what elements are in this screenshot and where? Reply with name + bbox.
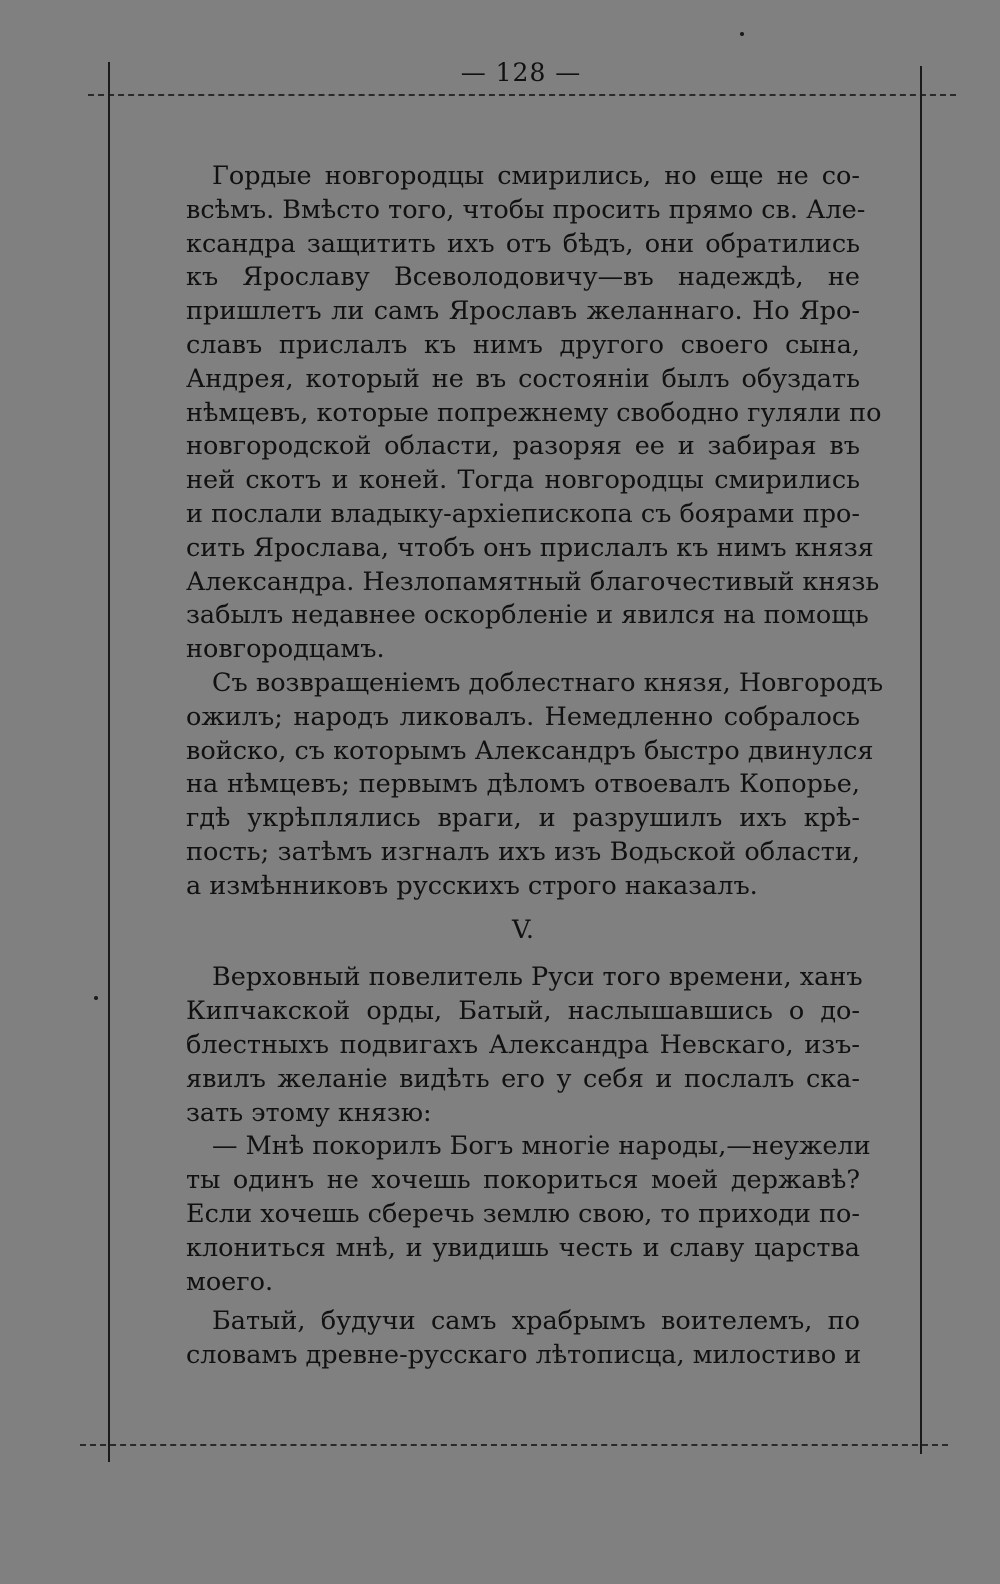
right-rule bbox=[920, 66, 922, 1454]
text-line: ожилъ; народъ ликовалъ. Немедленно собралось bbox=[186, 701, 860, 732]
text-line: словамъ древне-русскаго лѣтописца, милостиво и bbox=[186, 1340, 862, 1371]
text-line: блестныхъ подвигахъ Александра Невскаго, изъ- bbox=[186, 1029, 860, 1060]
text-line: Съ возвращеніемъ доблестнаго князя, Новгородъ bbox=[212, 667, 884, 698]
text-line: новгородской области, разоряя ее и забирая въ bbox=[186, 431, 860, 462]
left-rule bbox=[108, 62, 110, 1462]
text-line: ней скотъ и коней. Тогда новгородцы смирились bbox=[186, 465, 860, 496]
text-line: зать этому князю: bbox=[186, 1097, 432, 1128]
text-line: а измѣнниковъ русскихъ строго наказалъ. bbox=[186, 870, 758, 901]
page-body bbox=[186, 160, 884, 1373]
paragraph bbox=[186, 160, 882, 667]
scan-speck bbox=[94, 996, 98, 1000]
text-line: Гордые новгородцы смирились, но еще не со- bbox=[212, 161, 860, 191]
text-line: Андрея, который не въ состояніи былъ обуздать bbox=[186, 363, 860, 394]
text-line: Александра. Незлопамятный благочестивый князь bbox=[186, 566, 880, 597]
text-line: моего. bbox=[186, 1266, 274, 1297]
text-line: ксандра защитить ихъ отъ бѣдъ, они обратились bbox=[186, 228, 860, 259]
section-heading: V. bbox=[511, 914, 535, 945]
paragraph bbox=[186, 1305, 860, 1373]
text-line: явилъ желаніе видѣть его у себя и послалъ ска- bbox=[186, 1063, 860, 1094]
text-line: клониться мнѣ, и увидишь честь и славу царства bbox=[186, 1232, 860, 1263]
text-line: гдѣ укрѣплялись враги, и разрушилъ ихъ крѣ- bbox=[186, 803, 860, 834]
scan-speck bbox=[740, 32, 744, 36]
text-line: къ Ярославу Всеволодовичу—въ надеждѣ, не bbox=[186, 262, 860, 293]
text-line: пость; затѣмъ изгналъ ихъ изъ Водьской области, bbox=[186, 836, 860, 867]
bottom-rule bbox=[80, 1444, 948, 1446]
text-line: всѣмъ. Вмѣсто того, чтобы просить прямо св. Але- bbox=[186, 194, 866, 225]
text-line: на нѣмцевъ; первымъ дѣломъ отвоевалъ Копорье, bbox=[186, 769, 860, 800]
text-line: новгородцамъ. bbox=[186, 634, 385, 665]
text-line: — Мнѣ покорилъ Богъ многіе народы,—неужели bbox=[212, 1131, 871, 1162]
text-line: сить Ярослава, чтобъ онъ прислалъ къ нимъ князя bbox=[186, 532, 874, 563]
paragraph bbox=[186, 961, 863, 1130]
text-line: Кипчакской орды, Батый, наслышавшись о до- bbox=[186, 996, 860, 1027]
paragraph bbox=[186, 1130, 871, 1299]
page-number: — 128 — bbox=[460, 58, 582, 87]
text-line: войско, съ которымъ Александръ быстро двинулся bbox=[186, 735, 874, 766]
text-line: Батый, будучи самъ храбрымъ воителемъ, по bbox=[212, 1306, 860, 1337]
text-line: пришлетъ ли самъ Ярославъ желаннаго. Но Яро- bbox=[186, 296, 860, 327]
text-line: славъ прислалъ къ нимъ другого своего сына, bbox=[186, 329, 860, 360]
paragraph bbox=[186, 667, 884, 904]
text-line: и послали владыку-архіепископа съ боярами про- bbox=[186, 498, 860, 529]
text-line: Верховный повелитель Руси того времени, ханъ bbox=[212, 962, 863, 993]
text-line: ты одинъ не хочешь покориться моей державѣ? bbox=[186, 1165, 860, 1196]
text-line: Если хочешь сберечь землю свою, то приходи по- bbox=[186, 1198, 860, 1229]
top-rule bbox=[88, 94, 956, 96]
text-line: забылъ недавнее оскорбленіе и явился на помощь bbox=[186, 600, 869, 631]
text-line: нѣмцевъ, которые попрежнему свободно гуляли по bbox=[186, 397, 882, 428]
